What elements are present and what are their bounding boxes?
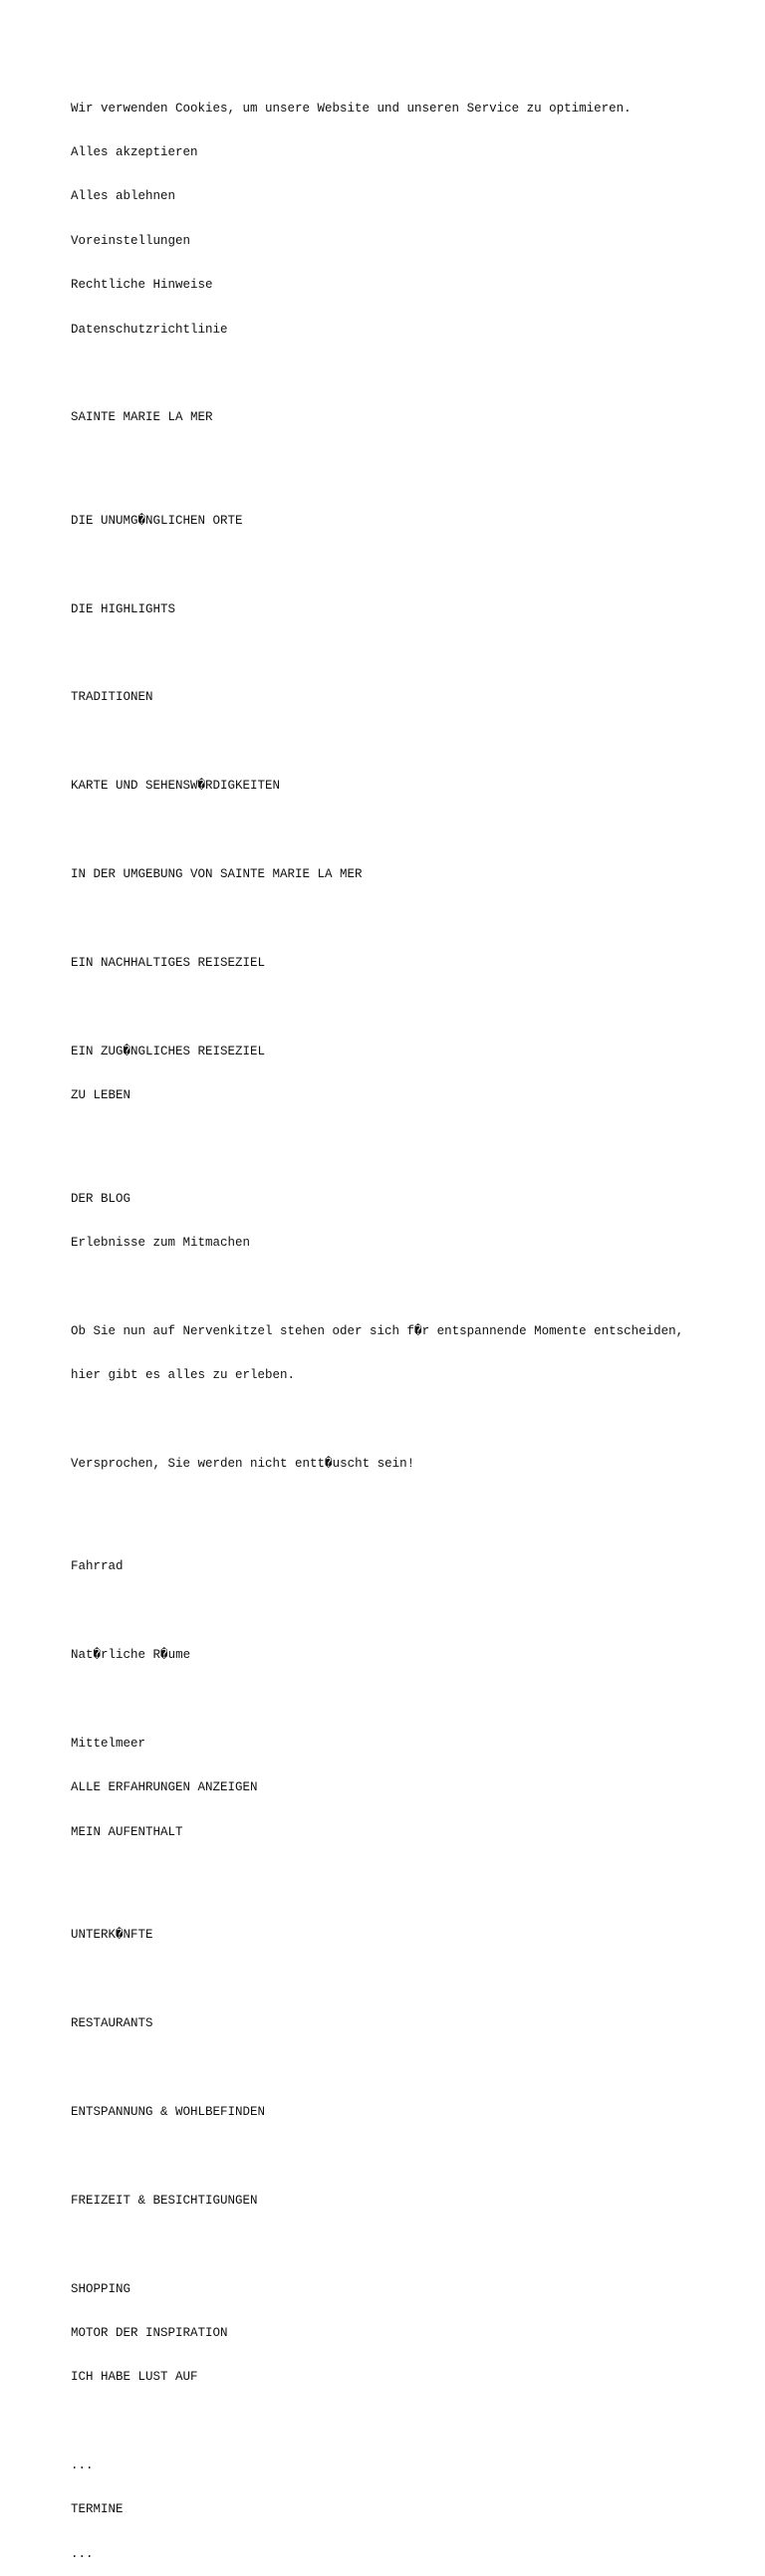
nav-item-unmissable-places[interactable]: DIE UNUMG�NGLICHEN ORTE xyxy=(71,513,243,528)
events-link[interactable]: TERMINE xyxy=(71,2502,124,2517)
blog-subheading: Erlebnisse zum Mitmachen xyxy=(71,1235,251,1250)
i-feel-like-link[interactable]: ICH HABE LUST AUF xyxy=(71,2370,198,2385)
preferences-button[interactable]: Voreinstellungen xyxy=(71,233,191,248)
reject-all-button[interactable]: Alles ablehnen xyxy=(71,189,176,204)
nav-item-map-sights[interactable]: KARTE UND SEHENSW�RDIGKEITEN xyxy=(71,779,281,794)
cookie-message: Wir verwenden Cookies, um unsere Website und unseren Service zu optimieren. xyxy=(71,101,632,116)
ellipsis-top: ... xyxy=(71,2459,94,2473)
experience-item-natural-spaces[interactable]: Nat�rliche R�ume xyxy=(71,1648,191,1663)
nav-item-surroundings[interactable]: IN DER UMGEBUNG VON SAINTE MARIE LA MER xyxy=(71,867,363,882)
stay-item-restaurants[interactable]: RESTAURANTS xyxy=(71,2016,153,2031)
legal-notice-link[interactable]: Rechtliche Hinweise xyxy=(71,278,213,293)
accept-all-button[interactable]: Alles akzeptieren xyxy=(71,144,198,159)
nav-item-sustainable[interactable]: EIN NACHHALTIGES REISEZIEL xyxy=(71,955,266,970)
stay-item-wellness[interactable]: ENTSPANNUNG & WOHLBEFINDEN xyxy=(71,2104,266,2119)
nav-item-highlights[interactable]: DIE HIGHLIGHTS xyxy=(71,601,176,616)
blog-paragraph-line-2: hier gibt es alles zu erleben. xyxy=(71,1368,296,1383)
blog-heading: DER BLOG xyxy=(71,1191,131,1206)
blog-promise: Versprochen, Sie werden nicht entt�uscht sein! xyxy=(71,1456,415,1471)
site-title[interactable]: SAINTE MARIE LA MER xyxy=(71,410,213,425)
stay-item-accommodation[interactable]: UNTERK�NFTE xyxy=(71,1928,153,1943)
inspiration-engine-link[interactable]: MOTOR DER INSPIRATION xyxy=(71,2325,228,2340)
blog-paragraph-line-1: Ob Sie nun auf Nervenkitzel stehen oder sich f�r entspannende Momente entscheiden, xyxy=(71,1323,684,1338)
my-stay-link[interactable]: MEIN AUFENTHALT xyxy=(71,1824,183,1839)
stay-item-leisure[interactable]: FREIZEIT & BESICHTIGUNGEN xyxy=(71,2193,258,2208)
nav-item-accessible[interactable]: EIN ZUG�NGLICHES REISEZIEL xyxy=(71,1044,266,1058)
nav-section-live[interactable]: ZU LEBEN xyxy=(71,1087,131,1102)
experience-item-bike[interactable]: Fahrrad xyxy=(71,1559,124,1574)
nav-item-traditions[interactable]: TRADITIONEN xyxy=(71,690,153,705)
privacy-policy-link[interactable]: Datenschutzrichtlinie xyxy=(71,322,228,337)
show-all-experiences-link[interactable]: ALLE ERFAHRUNGEN ANZEIGEN xyxy=(71,1780,258,1795)
ellipsis-bottom: ... xyxy=(71,2546,94,2561)
stay-item-shopping[interactable]: SHOPPING xyxy=(71,2281,131,2296)
page-content xyxy=(71,72,748,2576)
experience-item-mediterranean[interactable]: Mittelmeer xyxy=(71,1737,146,1752)
